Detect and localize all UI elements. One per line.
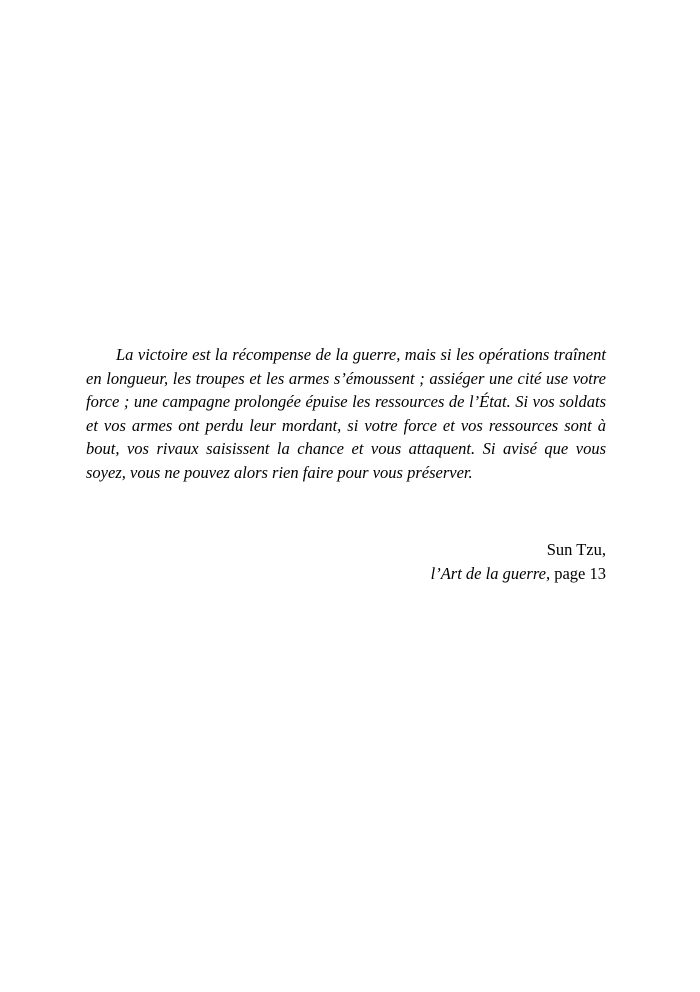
attribution-work-title: l’Art de la guerre (430, 564, 546, 583)
epigraph-attribution (86, 538, 606, 586)
epigraph-quote: La victoire est la récompense de la guerre, mais si les opérations traînent en longueur, les troupes et les armes s’émoussent ; assiéger une cité use votre force ; une campagne prolongée épuise les ressources de l’État. Si vos soldats et vos armes ont perdu leur mordant, si votre force et vos ressources sont à bout, vos rivaux saisissent la chance et vous attaquent. Si avisé que vous soyez, vous ne pouvez alors rien faire pour vous préserver. (86, 345, 606, 482)
attribution-author: Sun Tzu, (546, 540, 606, 559)
attribution-source (86, 562, 606, 586)
attribution-page: , page 13 (545, 564, 606, 583)
